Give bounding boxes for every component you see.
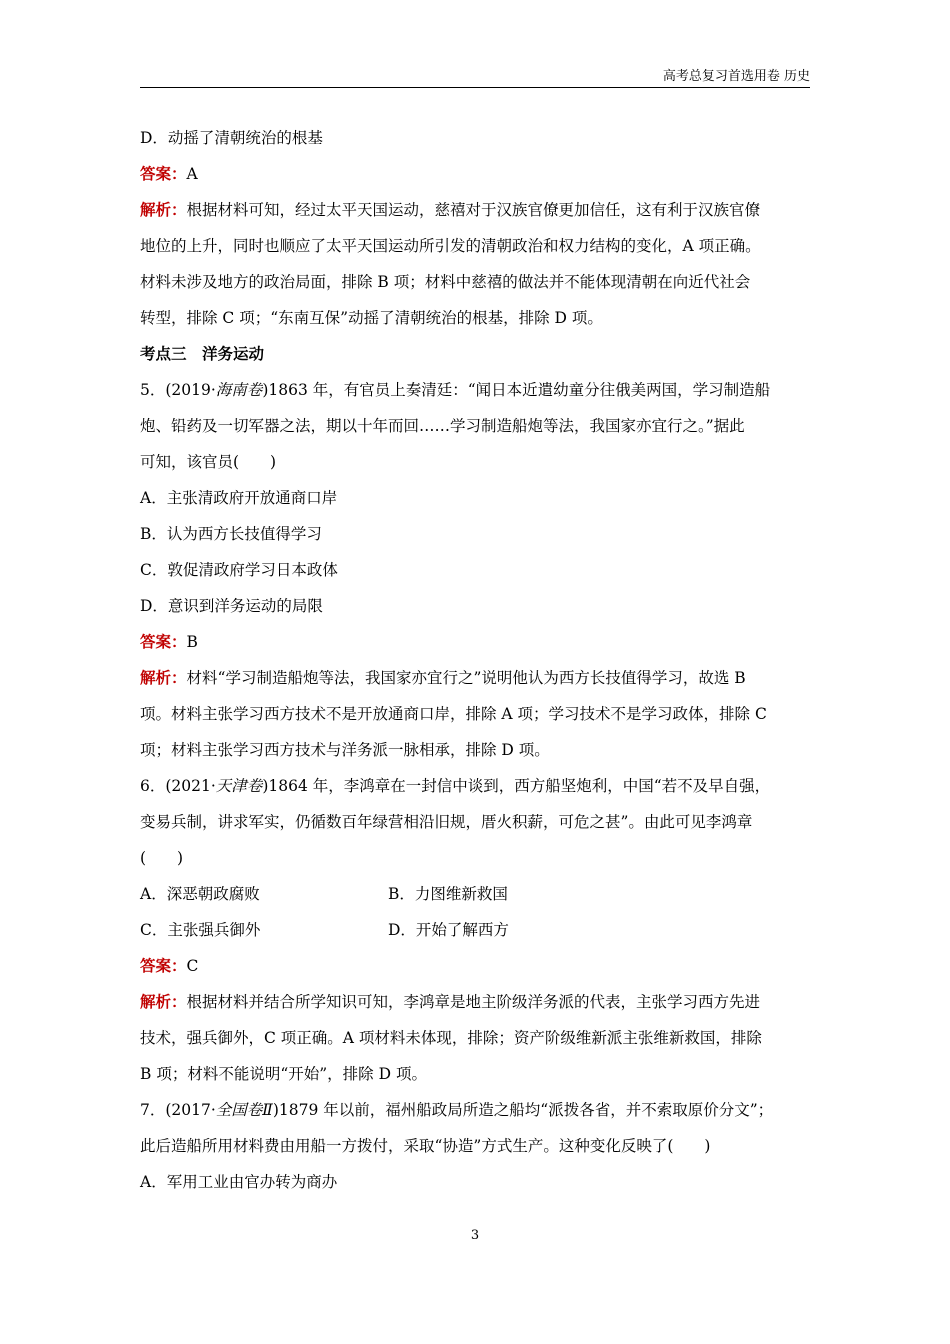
q6-options-row [140, 876, 810, 912]
q5-stem-text: )1863 年，有官员上奏清廷：“闻日本近遣幼童分往俄美两国，学习制造船 [262, 381, 771, 399]
q7-source: 全国卷Ⅱ [215, 1101, 273, 1119]
q6-stem-line: ( ) [140, 849, 184, 867]
q7-prefix: 7．(2017· [140, 1101, 216, 1119]
q6-analysis-line: B 项；材料不能说明“开始”，排除 D 项。 [140, 1065, 427, 1083]
q6-prefix: 6．(2021· [140, 777, 216, 795]
q6-analysis-line [140, 984, 810, 1020]
q7-stem-text: )1879 年以前，福州船政局所造之船均“派拨各省，并不索取原价分文”； [272, 1101, 774, 1119]
q6-source: 天津卷 [215, 777, 263, 795]
analysis-label: 解析： [140, 992, 187, 1011]
q7-stem-line: 此后造船所用材料费由用船一方拨付，采取“协造”方式生产。这种变化反映了( ) [140, 1137, 711, 1155]
q5-option-c: C．敦促清政府学习日本政体 [140, 561, 338, 579]
q5-analysis-line [140, 660, 810, 696]
q5-option-b: B．认为西方长技值得学习 [140, 525, 322, 543]
q5-analysis-text: 材料“学习制造船炮等法，我国家亦宜行之”说明他认为西方长技值得学习，故选 B [186, 669, 746, 687]
q6-answer [140, 948, 810, 984]
q6-analysis-text: 根据材料并结合所学知识可知，李鸿章是地主阶级洋务派的代表，主张学习西方先进 [186, 993, 761, 1011]
q4-analysis-line: 地位的上升，同时也顺应了太平天国运动所引发的清朝政治和权力结构的变化，A 项正确。 [140, 237, 761, 255]
q5-analysis-line: 项；材料主张学习西方技术与洋务派一脉相承，排除 D 项。 [140, 741, 550, 759]
q6-option-d: D．开始了解西方 [388, 921, 509, 939]
analysis-label: 解析： [140, 668, 187, 687]
q5-stem-line [140, 372, 810, 408]
q5-analysis-line: 项。材料主张学习西方技术不是开放通商口岸，排除 A 项；学习技术不是学习政体，排除 C [140, 705, 767, 723]
answer-label: 答案： [140, 956, 187, 975]
answer-label: 答案： [140, 632, 187, 651]
q5-stem-line: 可知，该官员( ) [140, 453, 277, 471]
q4-analysis-line: 材料未涉及地方的政治局面，排除 B 项；材料中慈禧的做法并不能体现清朝在向近代社会 [140, 273, 751, 291]
page-header: 高考总复习首选用卷 历史 [662, 69, 810, 84]
q4-answer [140, 156, 810, 192]
header-rule [140, 87, 810, 88]
q5-answer-value: B [186, 633, 198, 651]
q6-stem-text: )1864 年，李鸿章在一封信中谈到，西方船坚炮利，中国“若不及早自强， [262, 777, 771, 795]
section-title: 考点三 洋务运动 [140, 344, 265, 363]
q6-analysis-line: 技术，强兵御外，C 项正确。A 项材料未体现，排除；资产阶级维新派主张维新救国，排除 [140, 1029, 762, 1047]
q5-option-d: D．意识到洋务运动的局限 [140, 597, 323, 615]
q4-answer-value: A [186, 165, 198, 183]
q4-option-d: D．动摇了清朝统治的根基 [140, 129, 323, 147]
page-content [140, 120, 810, 1200]
q6-answer-value: C [186, 957, 199, 975]
answer-label: 答案： [140, 164, 187, 183]
q4-analysis-line [140, 192, 810, 228]
q5-stem-line: 炮、铅药及一切军器之法，期以十年而回……学习制造船炮等法，我国家亦宜行之。”据此 [140, 417, 745, 435]
q4-analysis-line: 转型，排除 C 项；“东南互保”动摇了清朝统治的根基，排除 D 项。 [140, 309, 603, 327]
q6-options-row [140, 912, 810, 948]
q6-option-a: A．深恶朝政腐败 [140, 885, 260, 903]
q7-stem-line [140, 1092, 810, 1128]
q5-option-a: A．主张清政府开放通商口岸 [140, 489, 338, 507]
q6-option-b: B．力图维新救国 [388, 885, 508, 903]
q6-stem-line: 变易兵制，讲求军实，仍循数百年绿营相沿旧规，厝火积薪，可危之甚”。由此可见李鸿章 [140, 813, 753, 831]
analysis-label: 解析： [140, 200, 187, 219]
q6-option-c: C．主张强兵御外 [140, 921, 261, 939]
q5-answer [140, 624, 810, 660]
q7-option-a: A．军用工业由官办转为商办 [140, 1173, 338, 1191]
q5-source: 海南卷 [215, 381, 263, 399]
page-number: 3 [470, 1228, 480, 1243]
q5-prefix: 5．(2019· [140, 381, 216, 399]
q4-analysis-text: 根据材料可知，经过太平天国运动，慈禧对于汉族官僚更加信任，这有利于汉族官僚 [186, 201, 761, 219]
q6-stem-line [140, 768, 810, 804]
